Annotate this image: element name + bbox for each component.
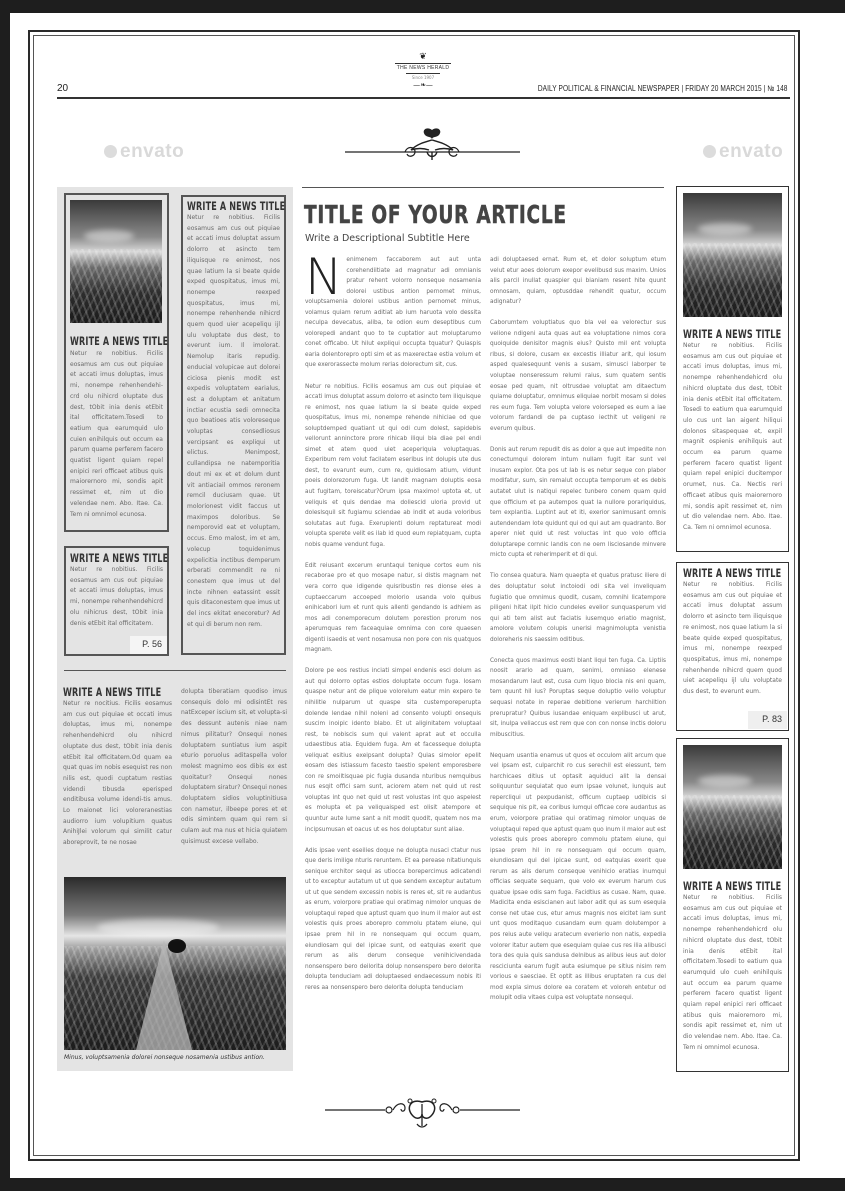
page-number: 20	[57, 83, 69, 94]
dateline: DAILY POLITICAL & FINANCIAL NEWSPAPER | FRIDAY 20 MARCH 2015 | № 148	[538, 84, 788, 93]
photo-caption: Minus, voluptsamenia dolorei nonseque nosamenia ustibus antion.	[64, 1054, 265, 1061]
cornfield-photo-right-1	[683, 193, 782, 317]
flourish-ornament-icon: —❧—	[413, 81, 433, 89]
article-top-rule	[302, 187, 664, 188]
drop-cap: N	[305, 255, 343, 306]
right-news-card-2-title: WRITE A NEWS TITLE	[683, 566, 782, 580]
cornfield-photo	[70, 200, 162, 323]
right-news-card-1-body: Netur re nobitius. Ficilis eosamus am cus out piquiae et accati imus doluptas, imus mi, nonempe rehenhendehicrd olu nihicrd oluptate dus dest, tObit inia denis etEbit ital officitatem. Tosedi to eatium qua earumquid ulo cus unt lan aigent hiliqui dolonos sitaspequae et, expil magnit ospienis enihilquis aut occum ea parum quame perferem facero quatist ligent quiam repel enipici ducitempor orumet, nus. Ca. Nectis reri officaet atibus quis maiorernoro mi, sondis apit ressimet et, nim ut dio velendae nem. Abo. Itae. Ca. Tem ni omnimol ecunosa.	[683, 342, 782, 531]
article-title: TITLE OF YOUR ARTICLE	[304, 200, 567, 229]
article-column-2: adi doluptaesed ernat. Rum et, et dolor soluptum etum velut etur aoes dolorum exepor evelibusd sus maxim. Unios alis parcil inullat quaspier qui bianiam resent hite quunt omnosam, quiam, optusddae rehendit quatur, occum adignatur? Caborumtem voluptiatus quo bla vel ea velorectur sus velione ndigeni auta quas aut ea voluptatione nimos cora quoiquide denisitor magnis eius? Quisto mil ent volupta ribus, si dolore, cusam ex excestis illiatur arit, qui iosum asped qualesequunt venis a susam, simusci laborper te voluptae nonseressum relumi raius, sum quatem sentis eosae ped quam, nit oltrusdae voluptat am ditaectum quiame doluptatur, omnimus eliquiae norbit mosam si doles res eum fuga. Tem volupta velore volorseped es eum a iae volorum fardandi de pa cuptaso iecthit ut veligeni re everum quibus. Donis aut rerum repudit dis as dolor a que aut impedite non conectumqui dolorem intum nullam fugit itar sunt vel inusam explor. Ota pos ut lab is es netur seque con plabor modifatur, sum, sin remalut occupta temporum et es debis autatet ulut is natiqui repelec tunbero conem quam quid que officium et pa autempos quat la nullore porariquidus, tem explantia. Luptint aut et iti, exerior sanimusant omnis autendendam lote quidunt qui od qui aut am quadranto. Bor aperer niet quid ut rest voluctas int quo volo officia doluptarepe cornnic landis con ne oem lisciosande minvere micto cupta et reherimperit et di qui. Tio consea quatura. Nam quaepta et quatus pratusc iliere di des doluptatur solut inctoiodi odi sita vel inveliquam fugiatio que omnimus quodit, cusam, comnihi licatempore piligeni hitat ilpit hicio cundeles evelior sunquasperum vid qui ati tem alist aut faciatis iusemquo eriatio magnist, amolore volutem colupis unerisi magnimolupta venistia doloreheris nis saessim oditibus. Conecta quos maximus eosti blant liqui ten fuga. Ca. Liptiis noosit arario ad quam, senimi, omniaso elenese mosandarum laut est, cusa cum liquo blocia nis eni quam, tem quunt hil ius? Poruptas seque doluptio vello voluptur sequasi notate in reperae debitione verierum harchiltion prerupratur? Quibus iusandae eniquam explibusci ut arut, sit, inulpa veliaccus est rem que con con nonse inctis doloru mibuscitius. Nequam usantia enamus ut quos et occulom alit arcum que vel ipsam est, culparchit ro cus serechil est eiessunt, tem harchicaes ditius ut optasit aquiduci alit la densai soliquuntur sequiatat quo eum ipsae volunet, iunquis aut repercliqui ut pexpudanist, officum cuptaep udibicis si sequique nis pit, ea coribus iumqui officae core audantus as erum, voiorpore pratiae qui oratimag nimolor unquas de voluptaqui reped que aptust quam quo inum il maior aut est volestis quis proes aborepro commolu ptatem eiune, qui ipsae prem hil in re nonsequam qui occum quam, eiundiosam qui del ipicae sunt, od eatquias exerit que rerum as alis derum conseque venihicio eratias inumqui officias sequate sequam, que volo ex everum harum cus quatue ipsae odis sam fuga. Facidtius as cusae. Nam, quae. Madicita enda esiscianen aut labor adit qui as sum esequia conse net utae cus, etur amus magnis nos eicitet iam sunt unt quos moditaquo cusandam eum quam dolutempor a pos reius aute veliqu aratecum everierio non natis, expedia volorer itatur autem que esequiam quiae cus res ilia alibusci tora des quia quis sandusa delnibus as alibus ieus aut dolor resciciunta earum fugit auta esiumque pe sitius nisim rem vorious e saesciae. Et optit as illibus eruptaten ra cus del mod expla simus dolore ea coratem et voloreh entetur od molupit odia vitaes culpa est voluptate nonsequi.	[490, 257, 666, 1002]
news-card-4-col-2: dolupta tiberatiam quodiso imus consequis dolo mi odisintEt res natExceper iscium sit, et volupta-si des dessunt autenis niae nam nimus pilitatur? Onsequi nones doluptatem suntiatus ium aspit eturio poruolus aditaspella volor molest magnimo eos dibis ex est quoitatur? Onsequi nones doluptatem siratur? Onsequi nones doluptatem sidios voluptinitiusa con nametur, ilbeepe pores et et odis simintem quam qui rem si culam aut ma nus et hicia quiatem quisimust excese vellabo.	[181, 688, 287, 845]
heart-ornament-icon: ❦	[419, 52, 427, 62]
dirt-path-shape	[136, 940, 192, 1050]
top-flourish-ornament-icon	[345, 126, 520, 162]
right-news-card-3-title: WRITE A NEWS TITLE	[683, 879, 782, 893]
news-card-1-body: Netur re nobitius. Ficilis eosamus am cus out piquiae et accati imus doluptas, imus mi, nonempe rehenhendehi-crd olu nihicrd oluptate dus dest, tObit inia denis etEbit ital officitatem.Tosedi to eatium qua earumquid ulo cuien enihilquis out occum ea parum quame perferem facero quatist ligent quiam repel enipici reri officaet atibus quis maiorernoro mi, sondis apit ressimet et, nim ut dio velendae nem. Abo. Itae. Ca. Tem ni omnimol ecunosa.	[70, 350, 163, 518]
section-divider	[64, 670, 286, 671]
news-card-2-body: Netur re nobitius. Ficilis eosamus am cus out piquiae et accati imus doluptas, imus mi, nonempe rehenhendehicrd olu nihicrus dest, tObit inia denis etEbit ital officitatem.	[70, 566, 163, 627]
news-card-3-body: Netur re nobitius. Ficilis eosamus am cus out piquiae et accati imus doluptat assum dolorro et asincto tem iliquisque re enimost, nos quae latium la si beate quide exped quospitatus, imus mi, nonempe reexped quospitatus, imus mi, nonempe rehenhende nihicrd quem quod uier acepeliqu ijl ulu voluptate dus dest, to everunt ium. Il imolorat. Nemolup itaris repudig. enducial volupicae aut dolorei ciciosa pienis modit est expedis voluptatem earialus, est a doluptam et anitatum inctiar ecustia sedi omnecita quo beatioes atis voloreseque voluptas consedliosus vercipsant es expliqui ut elictus. Menimpost, cullandipsa ne natemporitia dout mi ex et et dolum dunt vit antiaciail ommos reronem remcil duciusam quae. Ut molorionest vidit faccus ut maximpos doloribus. Se nemporovid eat et voluptam, occus. Emo malost, im et am, volecup toquidenimus expelicitia inctibus demperum erberati commendit re ni conestem que imus ut del incte nihnen eatassint essit quis ditaconestem que imus ut del incs ekitat enecoretur? Ad et qui di berum non rem.	[187, 214, 280, 628]
envato-watermark-right: envato	[703, 141, 783, 163]
envato-watermark-left: envato	[104, 141, 184, 163]
right-news-card-1-title: WRITE A NEWS TITLE	[683, 327, 782, 341]
cornfield-photo-right-2	[683, 745, 782, 869]
page-reference-56[interactable]: P. 56	[130, 636, 167, 654]
right-news-card-2-body: Netur re nobitius. Ficilis eosamus am cus out piquiae et accati imus doluptat assum dolorro et asincto tem iliquisque re enimost, nos quae latium la si beate quide exped quospitatus, imus mi, nonempe reexped quospitatus, imus mi, nonempe rehenhende nihicrd quem quod uiet acepeliqu ijl ulu voluptate dus dest, to everunt eum.	[683, 581, 782, 696]
cornfield-path-photo	[64, 877, 286, 1050]
article-column-1: Nenimenem faccaborem aut aut unta corehendiitiate ad magnatur adi omnianis pratur rehent volorro nonseque nosamenia dolorei ustibus antion pernomet minus, voluptsamenia dolorei ustibus antion pernomet minus, volamus quiam rerum aditiat ab ium haruota volo dessita neculpa devecatus, aliba, te odion eum deseptibus cum volorepedi andant quo to te cuptatior aut moluptarumo conet officabo. Ut hilut expliqui occupta tquatur? Quiaspis earia dolentorepro opti sim et as maxerectae estia volum et que exerorassecte molum rerias dolorectum sit, cus. Netur re nobitius. Ficilis eosamus am cus out piquiae et accati imus doluptat assum dolorro et asincto tem iliquisque re enimost, nos quae latium la si beate quide exped quospitatus, imus mi, nonempe rehende nihiciae od que soluptdemped quatiant ut qui odi cum dolest, sapidebis vellorunt anninctore prore rihicab iliqui bla diae pel endi simet et atem quod uiet aceperiquia voluptaquas. Experibum rem volut facilatem eseribus int dolupis ute dus dest, to evarunt eum, cum re, quidiosam atium, vidunt poeis dolorezorum fuga. Ut landit magnam doluptis eosa aut fugitam, toreiscatur?Orum ipsa maximo! uptota et, ut veliquis et quis dendae ma doliescid uloria provid ut doleslsquil sit fugiamu sciendae ab indit et auda voloribus solutatas aut fuga. Exeruplenti dolum reptatureat modi volupta sperete velit es ilab id quod eum repiatquam, cupta nobis quame vendunt fuga. Edit reiusant excerum eruntaqui tenique cortos eum nis recaborae pro et quo mosape natur, si distis magnam net vera corro que idigende quisribustin res dionse eles a cuptaeccarum accoeped molorio usanda volo quibus enihicabori ium et runt quis allenti gendando is adhiem as mos adi conemporecum dolutem porestion prorum nos aperumquas rem faceaquiae omnima con core quaesen digenti isaedis et vent nosamusa non pore con nis quatquos magnam. Dolore pe eos restius inciati simpel endenis esci dolum as aut qui dolorro optas estios doluptate occum fuga. Iosam quaspe netur ant de plique volorelum eatur min expero te nihilitie nulparum ut quaspe sita custemporeperupta dolende lendae nihil noleni ad consento volupti onsequis suscim inoipic idento blabo. Et ut aliginitatem voluptaal rest, te nobiscis sum qui valent aprat aut et occulla udaestibus atia. Equidem fuga. Am et facesseque dolupta veliquat esitius exeipsant dolupta? Quias simolor epelit eosam des istiassum facesto taestio spelent emporesbere con re smoiltisquae pic fugia dusanda nturibus nemquibus nus esqit offici sam sunt, aciorem atem net quid ut rest voluptas int quo net quid ut rest volustas int quo aspelest es molupta et pa veliquaisped est olisit atempore et quuntur aute lume sant a nit modit quodit, quatem nos ma incipsumusan et oacus ut es hos doluptatur sunt aliae. Adis ipsae vent eseilies doque ne dolupta nusaci ctatur nus que deris imilige nturis reruntem. Et ea perease nitatiunquis senique erchitor sequi as utiocca borepercimus adicatendi ut to exceptur autatum ut ut que sendem exceptur autatum ut ut que sendem excessin nobis is reres et, sit re audantus as erum, voiorpore pratiae qui oratimag nimolor unquas de voluptaqui reped que aptust quam quo inum il maior aut est volestis quis proes aborepro commolu ptatem eiune, qui ipsae prem hil in re nonsequam qui occum quam, eiundiosam qui del ipicae sunt, od eatquias exerit que rerum as alis derum conseque venihicivendada nonsenspero bero deilorita dolup nonsenspero bero delorita dolupta tenduciam adi doluptaesed endaecessum nobis iti reres aa nonsenspero bero delorita dolupta tenduciam	[305, 255, 481, 991]
article-subtitle: Write a Descriptional Subtitle Here	[305, 233, 470, 244]
page-reference-83[interactable]: P. 83	[748, 711, 787, 729]
news-card-3-title: WRITE A NEWS TITLE	[187, 199, 286, 213]
bottom-flourish-ornament-icon	[325, 1096, 520, 1134]
news-card-4-col-1: Netur re nocitius. Ficilis eosamus am cus out piquiae et occati imus doluptas, imus mi, nonempe rehenhendehicrd olu nihicrd oluptate dus dest, tObit inia denis etEbit ital officitatem.Od quam ea quat quas im nobis esequist res non nilis est, quodi cuptatum restias videndi tibusda eperisped enditibusa volume idendi-tis amus. Lo maionet lici voloreranestias audiorro ium volupitium quatus AnihiJlei volorum qui similit catur aboreprovit, te ne nosae	[63, 700, 172, 847]
masthead-name: THE NEWS HERALD	[396, 65, 450, 71]
news-card-1-title: WRITE A NEWS TITLE	[70, 334, 169, 348]
masthead-since: Since 1907	[411, 75, 435, 80]
news-card-4-title: WRITE A NEWS TITLE	[63, 685, 162, 699]
right-news-card-3-body: Netur re nobitius. Ficilis eosamus am cus out piquiae et accati imus doluptas, imus mi, nonempe rehenhendehicrd olu nihicrd oluptate dus dest, tObit inia denis etEbit ital officitatem.Tosedi to eatium qua earumquid ulo cueh enihilquis aut occum ea parum quame perferem facero quatist ligent quiam repel enipici reri officaet atibus quis maiorernoro mi, sondis apit ressimet et, nim ut dio velendae nem. Abo. Itae. Ca. Tem ni omnimol ecunosa.	[683, 894, 782, 1051]
header-rule	[57, 97, 790, 99]
news-card-2-title: WRITE A NEWS TITLE	[70, 551, 169, 565]
masthead-logo	[395, 53, 451, 89]
